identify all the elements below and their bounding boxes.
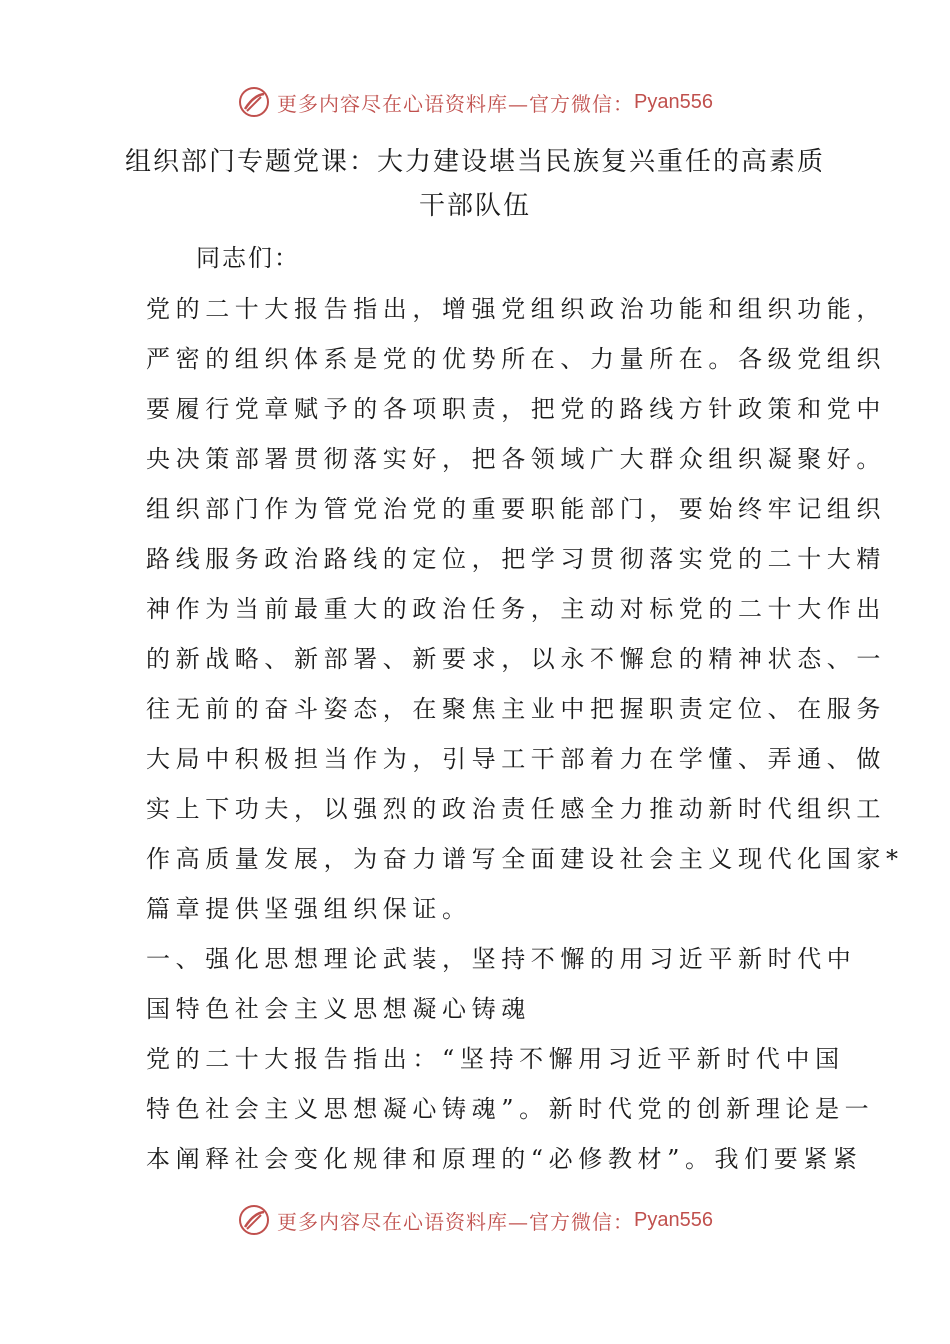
banner-wechat-id: Pyan556 [634, 90, 713, 113]
paragraph-intro [146, 284, 904, 934]
banner-wechat-id: Pyan556 [634, 1208, 713, 1231]
text-line: 作高质量发展，为奋力谱写全面建设社会主义现代化国家* [146, 845, 904, 873]
paragraph-section-1 [146, 1034, 875, 1184]
text-line: 本阐释社会变化规律和原理的“必修教材”。我们要紧紧 [146, 1145, 863, 1173]
text-line: 篇章提供坚强组织保证。 [146, 895, 472, 923]
text-line: 党的二十大报告指出：“坚持不懈用习近平新时代中国 [146, 1045, 845, 1073]
header-banner [0, 82, 950, 122]
greeting: 同志们： [196, 244, 300, 272]
text-line: 路线服务政治路线的定位，把学习贯彻落实党的二十大精 [146, 545, 886, 573]
banner-text: 更多内容尽在心语资料库—官方微信： [277, 1209, 635, 1234]
text-line: 央决策部署贯彻落实好，把各领域广大群众组织凝聚好。 [146, 445, 886, 473]
text-line: 党的二十大报告指出，增强党组织政治功能和组织功能， [146, 295, 886, 323]
book-logo-icon [237, 1203, 271, 1237]
text-line: 特色社会主义思想凝心铸魂”。新时代党的创新理论是一 [146, 1095, 875, 1123]
text-line: 神作为当前最重大的政治任务，主动对标党的二十大作出 [146, 595, 886, 623]
banner-text: 更多内容尽在心语资料库—官方微信： [277, 91, 635, 116]
text-line: 严密的组织体系是党的优势所在、力量所在。各级党组织 [146, 345, 886, 373]
heading-line: 一、强化思想理论武装，坚持不懈的用习近平新时代中 [146, 945, 857, 973]
section-heading-1 [146, 934, 857, 1034]
book-logo-icon [237, 85, 271, 119]
text-line: 实上下功夫，以强烈的政治责任感全力推动新时代组织工 [146, 795, 886, 823]
text-line: 组织部门作为管党治党的重要职能部门，要始终牢记组织 [146, 495, 886, 523]
title-line: 干部队伍 [418, 191, 531, 221]
text-line: 大局中积极担当作为，引导工干部着力在学懂、弄通、做 [146, 745, 886, 773]
text-line: 往无前的奋斗姿态，在聚焦主业中把握职责定位、在服务 [146, 695, 886, 723]
title-line: 组织部门专题党课：大力建设堪当民族复兴重任的高素质 [124, 147, 825, 177]
text-line: 的新战略、新部署、新要求，以永不懈怠的精神状态、一 [146, 645, 886, 673]
footer-banner [0, 1200, 950, 1240]
document-title [100, 140, 850, 228]
text-line: 要履行党章赋予的各项职责，把党的路线方针政策和党中 [146, 395, 886, 423]
heading-line: 国特色社会主义思想凝心铸魂 [146, 995, 531, 1023]
